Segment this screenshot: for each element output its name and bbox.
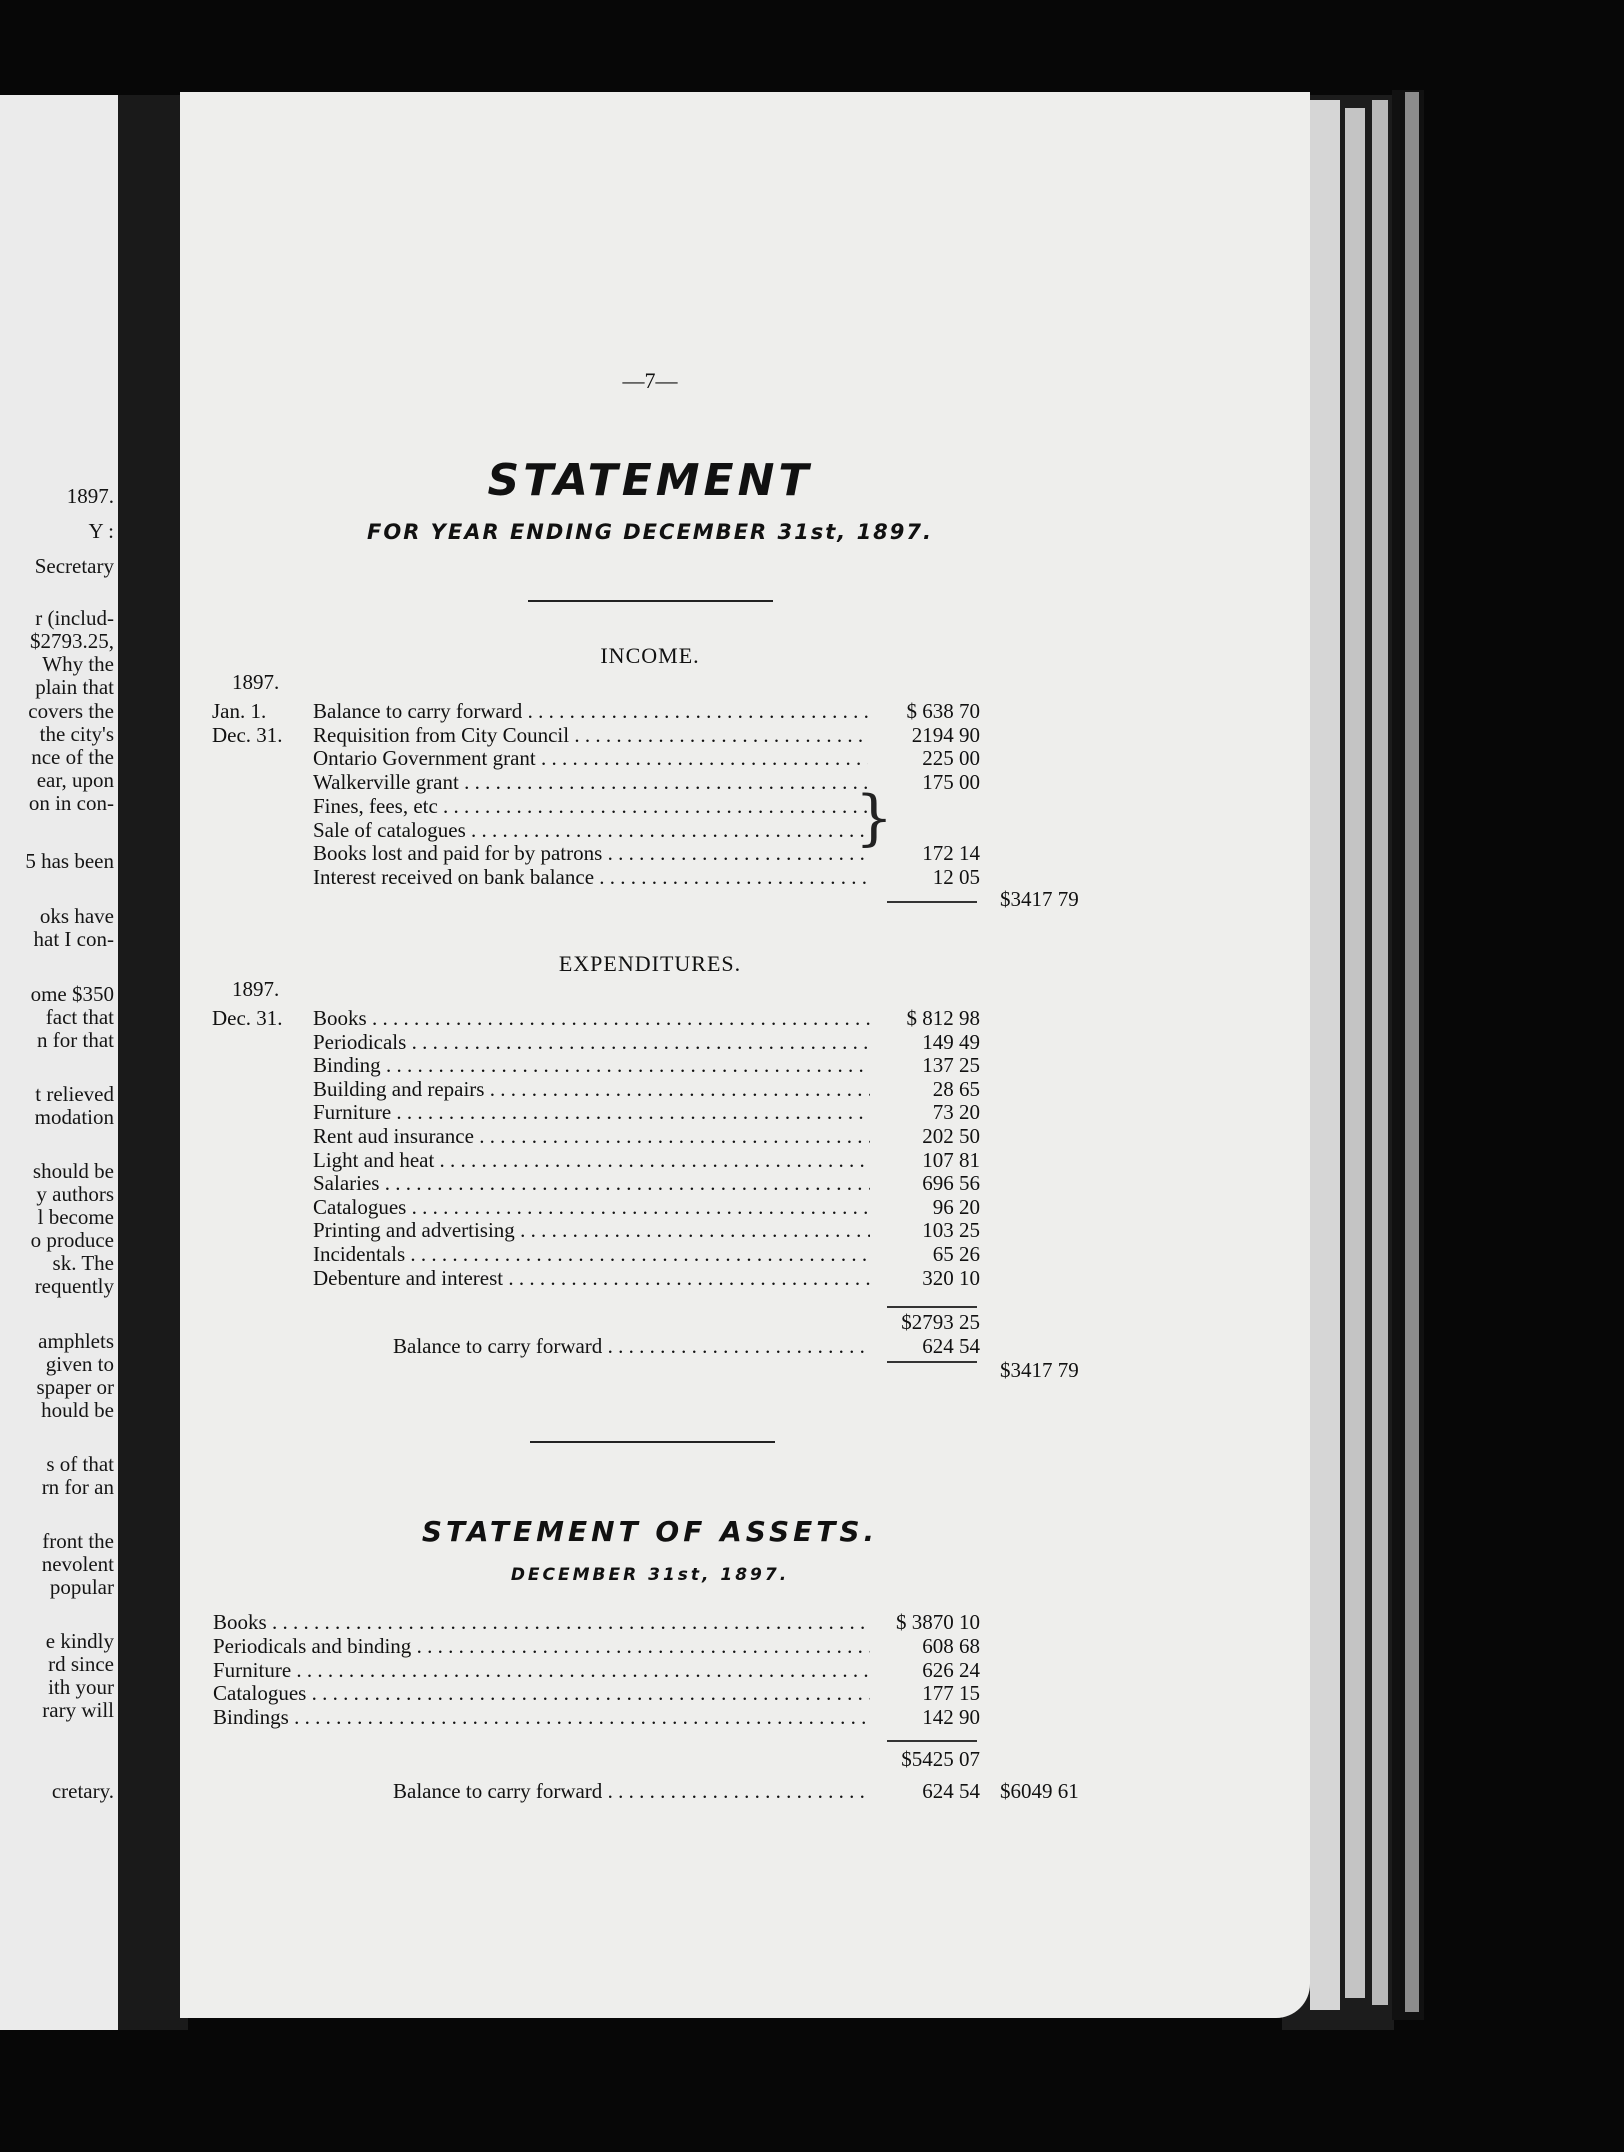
income-heading: INCOME.: [600, 643, 700, 668]
left-page-line: ome $350: [30, 982, 114, 1006]
left-page-line: ith your: [48, 1675, 114, 1699]
row-amount: 28 65: [932, 1076, 980, 1101]
row-amount: $ 3870 10: [896, 1610, 980, 1634]
row-label: Fines, fees, etc . . .: [313, 794, 868, 818]
left-page-line: given to: [45, 1352, 114, 1376]
left-page-line: nce of the: [31, 745, 114, 769]
left-page-line: amphlets: [38, 1329, 114, 1353]
left-page-line: front the: [42, 1529, 114, 1553]
row-amount: 137 25: [922, 1053, 980, 1078]
row-label: Periodicals and binding . . .: [213, 1634, 870, 1658]
left-page-line: hat I con-: [33, 927, 114, 951]
page-title: STATEMENT: [487, 455, 813, 506]
row-amount: 103 25: [922, 1218, 980, 1243]
assets-balance-label: Balance to carry forward . . .: [393, 1779, 871, 1803]
expenditures-year: 1897.: [232, 977, 280, 1001]
book-gutter: [118, 95, 188, 2030]
assets-balance-row: [393, 1779, 983, 1803]
row-amount: 142 90: [922, 1705, 980, 1730]
table-row: [313, 1148, 980, 1172]
left-page-line: requently: [34, 1274, 114, 1298]
left-page-line: oks have: [39, 904, 114, 928]
left-page-line: rn for an: [41, 1475, 114, 1499]
left-page-line: fact that: [45, 1005, 114, 1029]
left-page-line: t relieved: [35, 1082, 114, 1106]
expenditures-total: $3417 79: [1000, 1358, 1079, 1382]
left-page-line: popular: [49, 1575, 114, 1599]
left-page-line: ear, upon: [36, 768, 114, 792]
row-amount: 626 24: [922, 1657, 980, 1682]
left-page-line: rary will: [42, 1698, 114, 1722]
table-row: [313, 1030, 980, 1054]
left-page-line: the city's: [39, 722, 114, 746]
table-row: [313, 1006, 980, 1030]
left-page-line: 5 has been: [25, 849, 114, 873]
left-page-line: r (includ-: [35, 606, 114, 630]
left-page-line: modation: [34, 1105, 114, 1129]
left-page-line: e kindly: [45, 1629, 114, 1653]
left-page-line: n for that: [37, 1028, 114, 1052]
left-page-line: hould be: [41, 1398, 114, 1422]
table-row: [313, 746, 980, 770]
sum-rule: [887, 1306, 977, 1308]
row-amount: 225 00: [922, 746, 980, 771]
brace-mark: }: [855, 783, 894, 853]
table-row: [213, 1705, 980, 1729]
row-label: Catalogues . . .: [313, 1195, 870, 1219]
left-page-line: Secretary: [34, 554, 114, 578]
expenditures-subtotal: $2793 25: [901, 1310, 980, 1334]
left-page-line: cretary.: [51, 1779, 114, 1803]
table-row: [213, 1634, 980, 1658]
income-total: $3417 79: [1000, 887, 1079, 911]
row-label: Furniture . . .: [313, 1100, 870, 1124]
assets-balance-amount: 624 54: [922, 1779, 980, 1803]
table-row: [313, 1218, 980, 1242]
row-amount: 12 05: [932, 864, 980, 889]
left-page-line: rd since: [48, 1652, 114, 1676]
row-label: Printing and advertising . . .: [313, 1218, 870, 1242]
row-label: Books lost and paid for by patrons . . .: [313, 841, 868, 865]
row-label: Balance to carry forward . . .: [313, 699, 868, 723]
table-row: [313, 865, 980, 889]
left-page-line: on in con-: [28, 791, 114, 815]
table-row: [313, 699, 980, 723]
page-edge-strip: [1345, 108, 1365, 1998]
row-amount: $ 638 70: [906, 699, 980, 723]
left-page-line: $2793.25,: [30, 629, 114, 653]
row-amount: 696 56: [922, 1171, 980, 1196]
row-label: Binding . . .: [313, 1053, 870, 1077]
table-row: [313, 723, 980, 747]
divider: [528, 600, 773, 602]
left-page-line: nevolent: [41, 1552, 114, 1576]
sum-rule: [887, 1740, 977, 1742]
table-row: [313, 1077, 980, 1101]
book-cover-strip: [1405, 92, 1419, 2012]
row-amount: 175 00: [922, 770, 980, 795]
row-amount: 65 26: [932, 1242, 980, 1266]
row-amount: 73 20: [932, 1100, 980, 1125]
row-label: Furniture . . .: [213, 1658, 870, 1682]
left-page-line: should be: [32, 1159, 114, 1183]
page-edge-strip: [1310, 100, 1340, 2010]
left-page-line: Why the: [42, 652, 114, 676]
left-page-line: Y :: [88, 519, 114, 543]
row-amount: 202 50: [922, 1124, 980, 1148]
table-row: [213, 1681, 980, 1705]
left-page-line: l become: [37, 1205, 114, 1229]
expenditures-balance-row: [393, 1334, 983, 1358]
divider: [530, 1441, 775, 1443]
row-amount: 2194 90: [911, 722, 980, 747]
sum-rule: [887, 901, 977, 903]
row-label: Requisition from City Council . . .: [313, 723, 868, 747]
left-page-line: sk. The: [52, 1251, 114, 1275]
row-label: Ontario Government grant . . .: [313, 746, 868, 770]
assets-total: $6049 61: [1000, 1779, 1079, 1803]
assets-heading: STATEMENT OF ASSETS.: [421, 1515, 879, 1548]
left-page-line: 1897.: [66, 484, 114, 508]
page-number: —7—: [622, 368, 678, 393]
row-label: Building and repairs . . .: [313, 1077, 870, 1101]
row-label: Periodicals . . .: [313, 1030, 870, 1054]
row-label: Books . . .: [313, 1006, 870, 1030]
row-label: Rent aud insurance . . .: [313, 1124, 870, 1148]
left-page-line: spaper or: [36, 1375, 114, 1399]
row-date: Dec. 31.: [212, 1006, 283, 1030]
left-page-line: covers the: [28, 699, 114, 723]
expenditures-balance-label: Balance to carry forward . . .: [393, 1334, 871, 1358]
row-label: Sale of catalogues . . .: [313, 818, 868, 842]
row-label: Incidentals . . .: [313, 1242, 870, 1266]
page-edge-strip: [1372, 100, 1388, 2005]
row-date: Jan. 1.: [212, 699, 267, 723]
row-amount: 107 81: [922, 1147, 980, 1172]
row-label: Light and heat . . .: [313, 1148, 870, 1172]
page-subtitle: FOR YEAR ENDING DECEMBER 31st, 1897.: [367, 520, 933, 544]
expenditures-heading: EXPENDITURES.: [558, 951, 742, 976]
income-year: 1897.: [232, 670, 280, 694]
row-label: Debenture and interest . . .: [313, 1266, 870, 1290]
table-row: [313, 1266, 980, 1290]
row-amount: 96 20: [932, 1194, 980, 1219]
expenditures-balance-amount: 624 54: [922, 1334, 980, 1358]
table-row: [313, 1242, 980, 1266]
table-row: [313, 1124, 980, 1148]
row-label: Books . . .: [213, 1610, 870, 1634]
left-facing-page: [0, 95, 120, 2030]
row-label: Catalogues . . .: [213, 1681, 870, 1705]
left-page-line: plain that: [35, 675, 114, 699]
row-label: Salaries . . .: [313, 1171, 870, 1195]
row-label: Interest received on bank balance . . .: [313, 865, 868, 889]
assets-subtotal: $5425 07: [901, 1747, 980, 1771]
row-label: Walkerville grant . . .: [313, 770, 868, 794]
table-row: [313, 1195, 980, 1219]
left-page-line: o produce: [30, 1228, 114, 1252]
row-date: Dec. 31.: [212, 722, 283, 747]
row-amount: 177 15: [922, 1681, 980, 1706]
row-amount: 172 14: [922, 841, 980, 866]
table-row: [213, 1610, 980, 1634]
row-amount: $ 812 98: [906, 1006, 980, 1030]
sum-rule: [887, 1361, 977, 1363]
row-label: Bindings . . .: [213, 1705, 870, 1729]
table-row: [313, 1100, 980, 1124]
left-page-line: y authors: [36, 1182, 114, 1206]
row-amount: 608 68: [922, 1633, 980, 1658]
row-amount: 320 10: [922, 1265, 980, 1290]
assets-subheading: DECEMBER 31st, 1897.: [510, 1565, 790, 1585]
table-row: [213, 1658, 980, 1682]
row-amount: 149 49: [922, 1029, 980, 1054]
left-page-line: s of that: [46, 1452, 114, 1476]
table-row: [313, 1053, 980, 1077]
table-row: [313, 1171, 980, 1195]
